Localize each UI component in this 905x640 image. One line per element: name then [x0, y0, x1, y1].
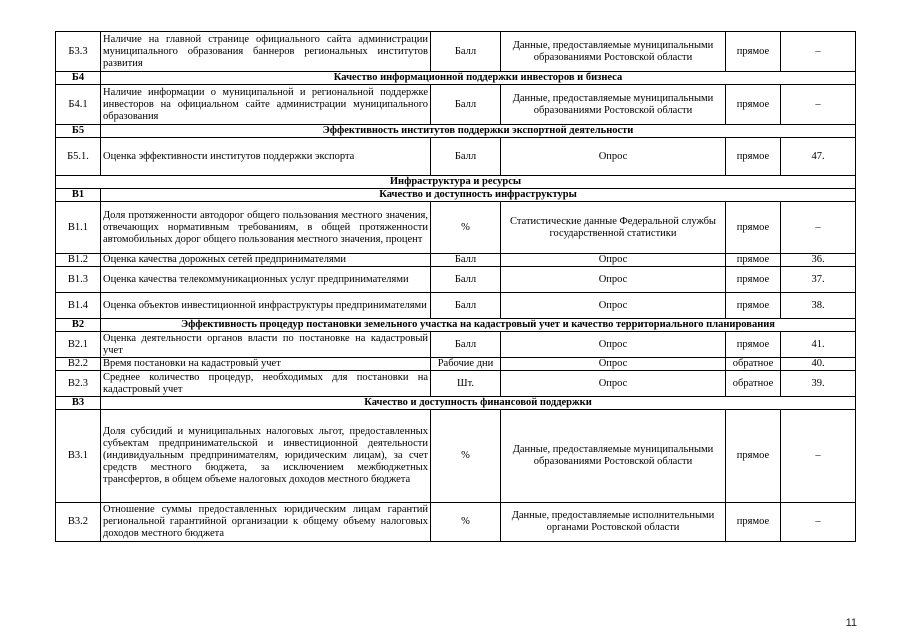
indicator-code: В1.1	[56, 202, 101, 254]
indicator-unit: %	[431, 202, 501, 254]
indicator-code: Б5.1.	[56, 138, 101, 176]
indicators-table	[55, 31, 856, 542]
section-row	[56, 72, 856, 85]
indicator-direction: прямое	[726, 293, 781, 319]
indicator-unit: Шт.	[431, 371, 501, 397]
indicator-question-number: –	[781, 85, 856, 125]
table-row	[56, 410, 856, 503]
indicator-source: Данные, предоставляемые муниципальными образованиями Ростовской области	[501, 32, 726, 72]
indicator-question-number: 40.	[781, 358, 856, 371]
indicator-code: В2.1	[56, 332, 101, 358]
indicator-name: Оценка качества дорожных сетей предпринимателями	[101, 254, 431, 267]
indicator-unit: %	[431, 503, 501, 542]
indicator-code: В1.3	[56, 267, 101, 293]
indicator-source: Статистические данные Федеральной службы государственной статистики	[501, 202, 726, 254]
section-code: В1	[56, 189, 101, 202]
indicator-source: Данные, предоставляемые муниципальными образованиями Ростовской области	[501, 85, 726, 125]
table-row	[56, 503, 856, 542]
indicator-direction: прямое	[726, 32, 781, 72]
indicator-name: Оценка деятельности органов власти по постановке на кадастровый учет	[101, 332, 431, 358]
indicator-unit: %	[431, 410, 501, 503]
table-row	[56, 332, 856, 358]
section-title: Качество и доступность финансовой поддержки	[101, 397, 856, 410]
indicator-direction: прямое	[726, 503, 781, 542]
indicator-code: В2.2	[56, 358, 101, 371]
indicator-direction: прямое	[726, 202, 781, 254]
indicator-name: Наличие информации о муниципальной и региональной поддержке инвесторов на официальном сайте администрации муниципального образования	[101, 85, 431, 125]
section-row	[56, 319, 856, 332]
indicator-question-number: 39.	[781, 371, 856, 397]
indicators-table-body	[56, 32, 856, 542]
group-row	[56, 176, 856, 189]
indicator-unit: Балл	[431, 293, 501, 319]
table-row	[56, 85, 856, 125]
indicator-source: Опрос	[501, 293, 726, 319]
indicator-question-number: –	[781, 503, 856, 542]
indicator-direction: обратное	[726, 371, 781, 397]
indicator-name: Отношение суммы предоставленных юридическим лицам гарантий региональной гарантийной организации к общему объему налоговых доходов местного бюджета	[101, 503, 431, 542]
indicator-name: Доля протяженности автодорог общего пользования местного значения, отвечающих нормативным требованиям, в общей протяженности автомобильных дорог общего пользования местного значения, процент	[101, 202, 431, 254]
indicator-code: В3.2	[56, 503, 101, 542]
indicator-unit: Балл	[431, 254, 501, 267]
indicator-source: Опрос	[501, 267, 726, 293]
indicator-question-number: –	[781, 202, 856, 254]
table-row	[56, 371, 856, 397]
indicator-code: В1.4	[56, 293, 101, 319]
section-title: Эффективность институтов поддержки экспортной деятельности	[101, 125, 856, 138]
indicator-unit: Рабочие дни	[431, 358, 501, 371]
indicator-name: Доля субсидий и муниципальных налоговых льгот, предоставленных субъектам предпринимательской и инвестиционной деятельности (индивидуальным предпринимателям, юридическим лицам), за счет средств местного бюджета, за исключением межбюджетных трансфертов, в общем объеме налоговых доходов местного бюджета	[101, 410, 431, 503]
section-row	[56, 397, 856, 410]
group-title: Инфраструктура и ресурсы	[56, 176, 856, 189]
indicator-question-number: 47.	[781, 138, 856, 176]
indicator-source: Опрос	[501, 254, 726, 267]
indicator-source: Данные, предоставляемые муниципальными образованиями Ростовской области	[501, 410, 726, 503]
indicator-question-number: 41.	[781, 332, 856, 358]
indicator-name: Среднее количество процедур, необходимых для постановки на кадастровый учет	[101, 371, 431, 397]
table-row	[56, 32, 856, 72]
section-title: Качество и доступность инфраструктуры	[101, 189, 856, 202]
table-row	[56, 267, 856, 293]
indicator-direction: прямое	[726, 332, 781, 358]
indicator-source: Данные, предоставляемые исполнительными органами Ростовской области	[501, 503, 726, 542]
page-number: 11	[845, 617, 857, 629]
section-code: В3	[56, 397, 101, 410]
indicator-direction: прямое	[726, 85, 781, 125]
indicator-name: Оценка качества телекоммуникационных услуг предпринимателями	[101, 267, 431, 293]
indicator-source: Опрос	[501, 332, 726, 358]
indicator-unit: Балл	[431, 32, 501, 72]
indicator-direction: прямое	[726, 254, 781, 267]
table-row	[56, 202, 856, 254]
indicator-source: Опрос	[501, 371, 726, 397]
indicator-name: Наличие на главной странице официального сайта администрации муниципального образования баннеров региональных институтов развития	[101, 32, 431, 72]
indicator-code: В2.3	[56, 371, 101, 397]
indicator-direction: прямое	[726, 410, 781, 503]
indicator-question-number: 37.	[781, 267, 856, 293]
table-row	[56, 138, 856, 176]
indicator-source: Опрос	[501, 358, 726, 371]
section-row	[56, 189, 856, 202]
section-title: Качество информационной поддержки инвесторов и бизнеса	[101, 72, 856, 85]
section-title: Эффективность процедур постановки земельного участка на кадастровый учет и качество территориального планирования	[101, 319, 856, 332]
indicator-code: Б4.1	[56, 85, 101, 125]
indicator-name: Время постановки на кадастровый учет	[101, 358, 431, 371]
section-code: Б4	[56, 72, 101, 85]
indicator-code: В1.2	[56, 254, 101, 267]
indicator-question-number: 38.	[781, 293, 856, 319]
indicator-unit: Балл	[431, 267, 501, 293]
table-row	[56, 358, 856, 371]
indicator-question-number: 36.	[781, 254, 856, 267]
indicator-direction: обратное	[726, 358, 781, 371]
section-code: В2	[56, 319, 101, 332]
indicator-code: В3.1	[56, 410, 101, 503]
section-row	[56, 125, 856, 138]
indicator-name: Оценка объектов инвестиционной инфраструктуры предпринимателями	[101, 293, 431, 319]
table-row	[56, 293, 856, 319]
indicator-direction: прямое	[726, 138, 781, 176]
indicator-unit: Балл	[431, 332, 501, 358]
indicator-source: Опрос	[501, 138, 726, 176]
indicator-unit: Балл	[431, 138, 501, 176]
table-row	[56, 254, 856, 267]
indicator-name: Оценка эффективности институтов поддержки экспорта	[101, 138, 431, 176]
indicator-question-number: –	[781, 410, 856, 503]
indicator-question-number: –	[781, 32, 856, 72]
indicator-direction: прямое	[726, 267, 781, 293]
indicator-unit: Балл	[431, 85, 501, 125]
section-code: Б5	[56, 125, 101, 138]
indicator-code: Б3.3	[56, 32, 101, 72]
